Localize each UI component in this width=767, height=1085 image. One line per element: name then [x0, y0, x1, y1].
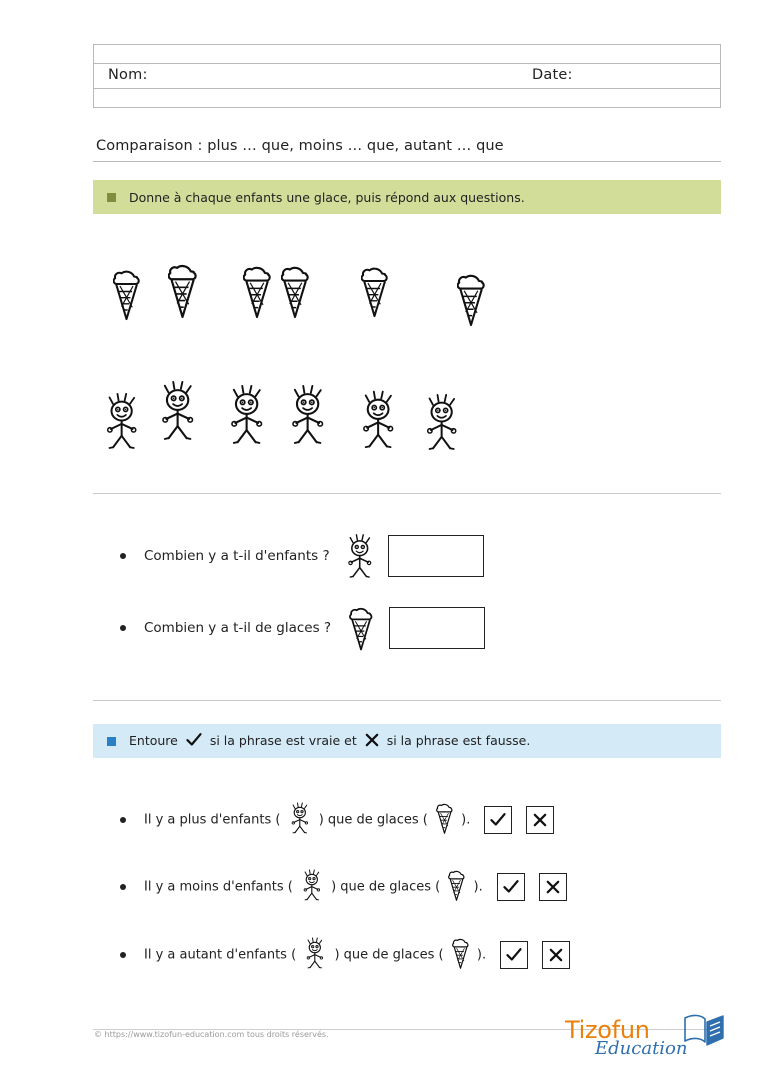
ice-cream-icon [168, 260, 197, 324]
bullet-dot-icon [120, 884, 126, 890]
title-divider [93, 161, 721, 162]
question-text: Combien y a t-il d'enfants ? [144, 548, 330, 564]
kid-icon [423, 391, 461, 457]
statement-part-pre: Il y a autant d'enfants ( [144, 947, 297, 963]
kid-icon [227, 382, 267, 451]
answer-input-children[interactable] [388, 535, 484, 577]
copyright-text: © https://www.tizofun-education.com tous droits réservés. [94, 1030, 335, 1039]
section-divider-1 [93, 493, 721, 494]
statement-part-pre: Il y a plus d'enfants ( [144, 812, 281, 828]
ice-cream-icon [361, 263, 388, 323]
false-option-plus[interactable] [526, 806, 554, 834]
kid-icon [340, 532, 380, 580]
statement-text [144, 868, 483, 906]
statement-row-moins [120, 870, 567, 904]
tizofun-logo [565, 1012, 725, 1064]
statement-part-post: ). [476, 947, 487, 963]
square-bullet-icon [107, 193, 116, 202]
instruction-part-1: Entoure [129, 732, 178, 748]
logo-primary-text: Tizofun [565, 1016, 650, 1044]
question-row-ice-creams [120, 607, 485, 649]
kid-icon [289, 801, 311, 839]
bullet-dot-icon [120, 625, 126, 631]
check-icon [186, 733, 202, 750]
false-option-autant[interactable] [542, 941, 570, 969]
statement-row-plus [120, 803, 554, 837]
instruction-text-circle [129, 733, 530, 750]
nom-label: Nom: [108, 67, 148, 83]
section-divider-2 [93, 700, 721, 701]
check-icon [490, 813, 506, 827]
name-date-header [93, 44, 721, 108]
ice-cream-icon [457, 270, 485, 332]
instruction-part-2: si la phrase est vraie et [209, 732, 357, 748]
header-top-row [94, 45, 720, 63]
date-label: Date: [532, 67, 573, 83]
header-bottom-row [94, 89, 720, 107]
cross-icon [533, 813, 547, 827]
statement-part-mid: ) que de glaces ( [331, 879, 441, 895]
ice-cream-icon [452, 936, 469, 974]
true-option-moins[interactable] [497, 873, 525, 901]
statement-text [144, 936, 486, 974]
instruction-part-3: si la phrase est fausse. [386, 732, 531, 748]
cross-icon [546, 880, 560, 894]
instruction-banner-circle [93, 724, 721, 758]
statement-part-pre: Il y a moins d'enfants ( [144, 879, 293, 895]
instruction-banner-draw [93, 180, 721, 214]
bullet-dot-icon [120, 952, 126, 958]
logo-secondary-text: Education [595, 1038, 688, 1059]
kid-icon [103, 390, 141, 456]
ice-cream-row [0, 252, 767, 332]
answer-input-ice-creams[interactable] [389, 607, 485, 649]
statement-row-autant [120, 938, 570, 972]
bullet-dot-icon [120, 817, 126, 823]
ice-cream-icon [281, 262, 309, 324]
cross-icon [365, 733, 379, 750]
kid-icon [304, 936, 326, 974]
book-icon [683, 1012, 725, 1056]
header-fields-row [94, 63, 720, 89]
statement-part-post: ). [461, 812, 471, 828]
true-option-plus[interactable] [484, 806, 512, 834]
ice-cream-icon [243, 262, 271, 324]
check-icon [506, 948, 522, 962]
kid-icon [301, 868, 323, 906]
cross-icon [549, 948, 563, 962]
statement-part-mid: ) que de glaces ( [334, 947, 444, 963]
statement-text [144, 801, 470, 839]
check-icon [503, 880, 519, 894]
ice-cream-icon [436, 801, 453, 839]
ice-cream-icon [448, 868, 465, 906]
statement-part-mid: ) que de glaces ( [318, 812, 428, 828]
question-text: Combien y a t-il de glaces ? [144, 620, 332, 636]
kid-icon [288, 382, 328, 451]
false-option-moins[interactable] [539, 873, 567, 901]
bullet-dot-icon [120, 553, 126, 559]
page-title: Comparaison : plus … que, moins … que, autant … que [96, 138, 504, 154]
instruction-text-draw: Donne à chaque enfants une glace, puis répond aux questions. [129, 189, 525, 205]
children-row [0, 374, 767, 444]
kid-icon [158, 378, 198, 447]
ice-cream-icon [341, 604, 381, 652]
kid-icon [359, 388, 398, 455]
true-option-autant[interactable] [500, 941, 528, 969]
square-bullet-icon [107, 737, 116, 746]
question-row-children [120, 535, 484, 577]
ice-cream-icon [113, 266, 140, 326]
statement-part-post: ). [473, 879, 483, 895]
